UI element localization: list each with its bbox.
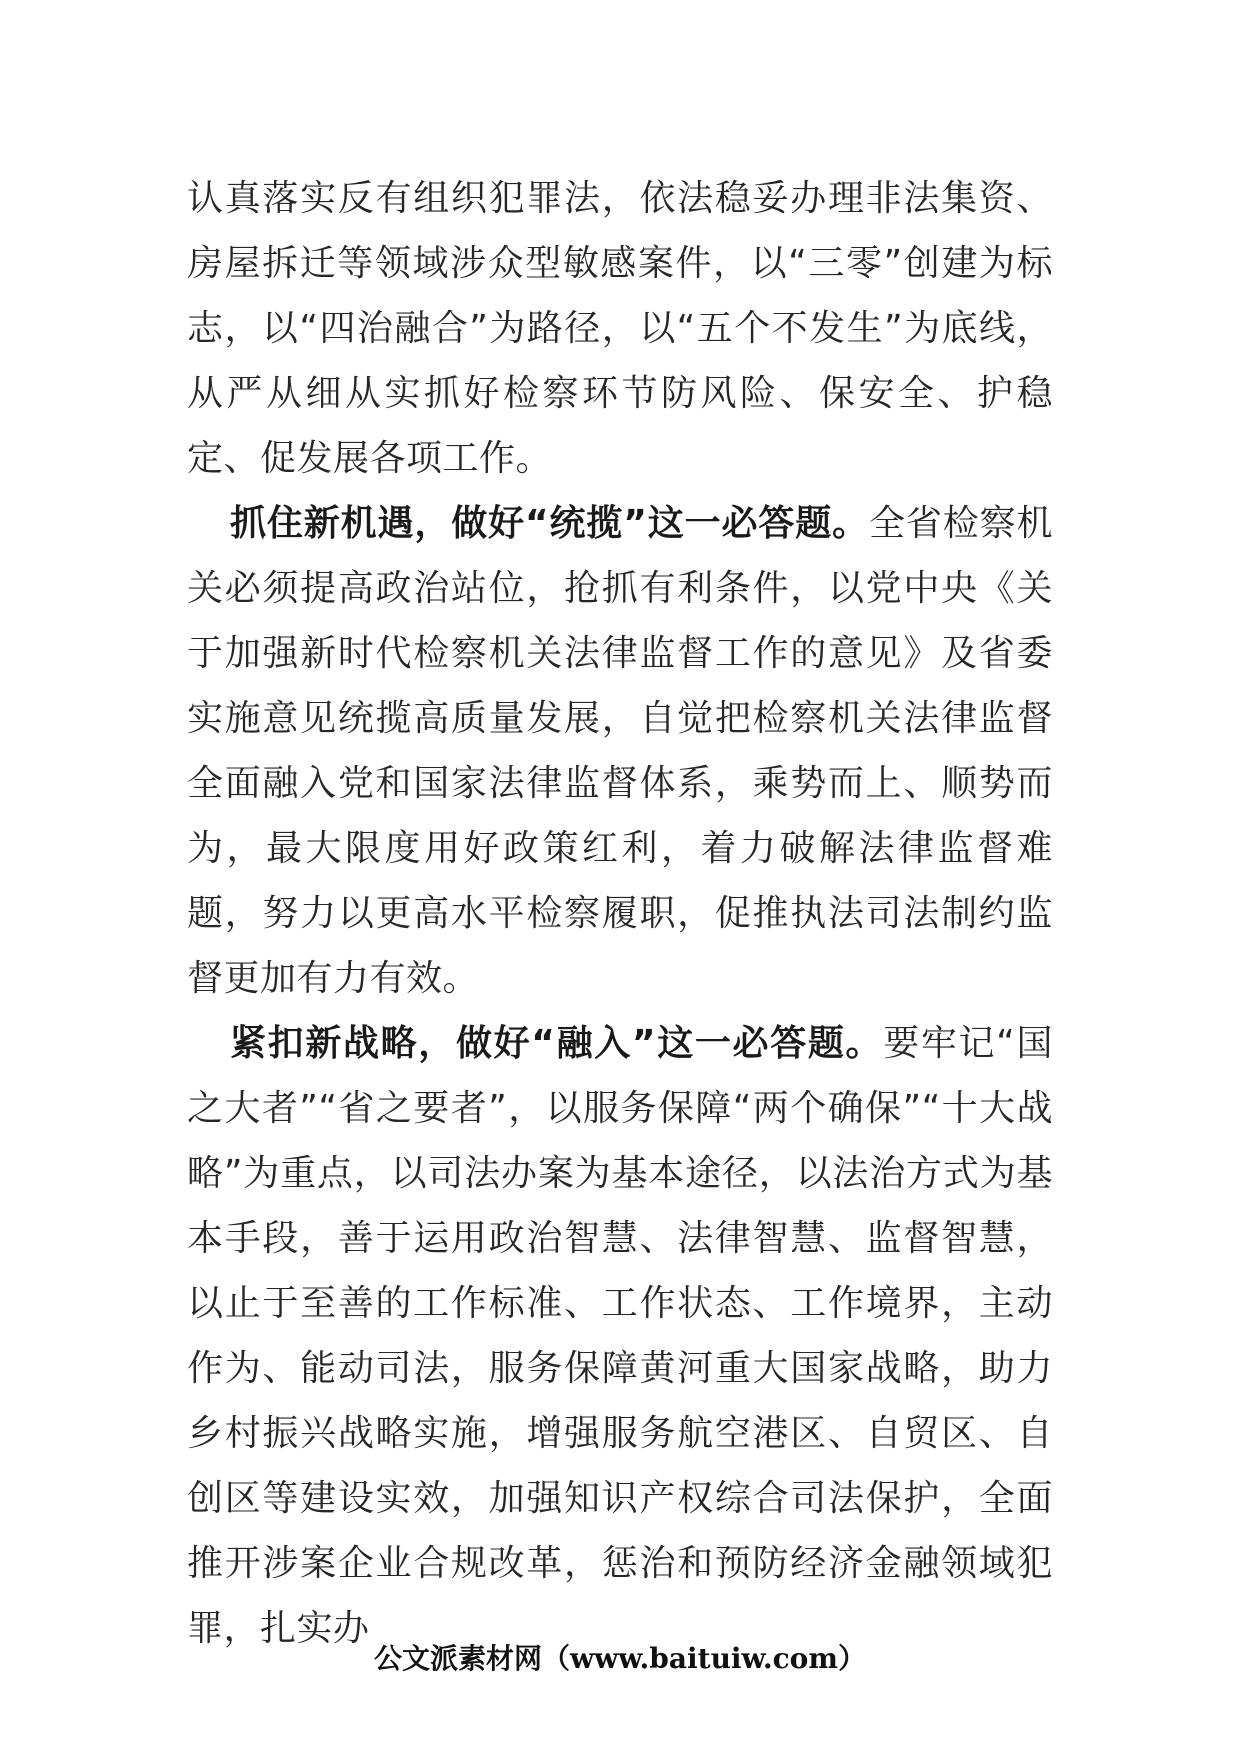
paragraph-2 [187, 491, 1053, 1011]
paragraph-3 [187, 1011, 1053, 1661]
paragraph-1 [187, 166, 1053, 491]
paragraph-3-text: 要牢记“国之大者”“省之要者”，以服务保障“两个确保”“十大战略”为重点，以司法办案为基本途径，以法治方式为基本手段，善于运用政治智慧、法律智慧、监督智慧，以止于至善的工作标准、工作状态、工作境界，主动作为、能动司法，服务保障黄河重大国家战略，助力乡村振兴战略实施，增强服务航空港区、自贸区、自创区等建设实效，加强知识产权综合司法保护，全面推开涉案企业合规改革，惩治和预防经济金融领域犯罪，扎实办 [187, 1023, 1053, 1649]
paragraph-3-lead: 紧扣新战略，做好“融入”这一必答题。 [230, 1023, 884, 1064]
paragraph-2-lead: 抓住新机遇，做好“统揽”这一必答题。 [230, 503, 869, 544]
paragraph-2-text: 全省检察机关必须提高政治站位，抢抓有利条件，以党中央《关于加强新时代检察机关法律监督工作的意见》及省委实施意见统揽高质量发展，自觉把检察机关法律监督全面融入党和国家法律监督体系，乘势而上、顺势而为，最大限度用好政策红利，着力破解法律监督难题，努力以更高水平检察履职，促推执法司法制约监督更加有力有效。 [187, 503, 1053, 999]
document-body [187, 166, 1053, 1661]
footer-watermark: 公文派素材网（www.baituiw.com） [374, 1642, 866, 1675]
paragraph-1-text: 认真落实反有组织犯罪法，依法稳妥办理非法集资、房屋拆迁等领域涉众型敏感案件，以“三零”创建为标志，以“四治融合”为路径，以“五个不发生”为底线，从严从细从实抓好检察环节防风险、保安全、护稳定、促发展各项工作。 [187, 178, 1053, 479]
